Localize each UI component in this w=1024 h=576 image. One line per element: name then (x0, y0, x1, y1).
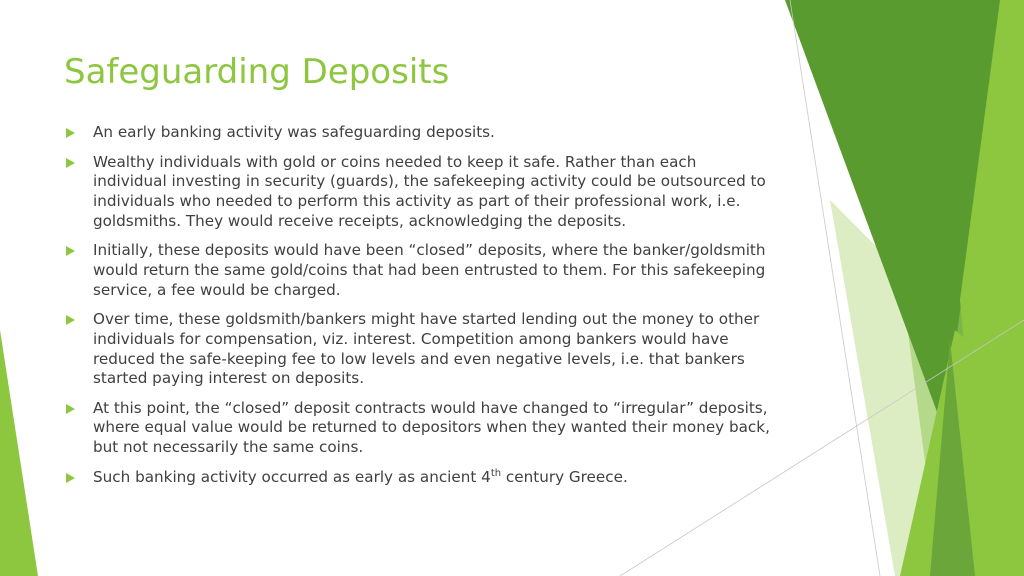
bullet-item (64, 153, 774, 231)
bullet-arrow-icon (66, 128, 75, 138)
bullet-list (64, 123, 774, 498)
bullet-item (64, 468, 774, 488)
bullet-arrow-icon (66, 404, 75, 414)
bullet-item (64, 310, 774, 388)
bullet-text: An early banking activity was safeguarding deposits. (93, 123, 495, 141)
bullet-item (64, 399, 774, 458)
bullet-text: At this point, the “closed” deposit contracts would have changed to “irregular” deposits, where equal value would be returned to depositors when they wanted their money back, but not necessarily the same coins. (93, 398, 770, 457)
bullet-arrow-icon (66, 158, 75, 168)
bullet-item (64, 123, 774, 143)
ordinal-suffix: th (490, 467, 502, 479)
bullet-arrow-icon (66, 246, 75, 256)
bullet-item (64, 241, 774, 300)
bullet-text-before: Such banking activity occurred as early as ancient 4 (93, 467, 491, 486)
bullet-text: Initially, these deposits would have been “closed” deposits, where the banker/goldsmith would return the same gold/coins that had been entrusted to them. For this safekeeping service, a fee would be charged. (93, 241, 766, 299)
bullet-arrow-icon (66, 315, 75, 325)
bullet-text: Wealthy individuals with gold or coins needed to keep it safe. Rather than each individual investing in security (guards), the safekeeping activity could be outsourced to individuals who needed to perform this activity as part of their professional work, i.e. goldsmiths. They would receive receipts, acknowledging the deposits. (93, 152, 766, 230)
bullet-text-after: century Greece. (501, 467, 628, 486)
bullet-arrow-icon (66, 473, 75, 483)
bullet-text: Over time, these goldsmith/bankers might have started lending out the money to other individuals for compensation, viz. interest. Competition among bankers would have reduced the safe-keeping fee to low levels and even negative levels, i.e. that bankers started paying interest on deposits. (93, 310, 760, 388)
left-edge-shape (0, 330, 38, 576)
slide-title: Safeguarding Deposits (64, 52, 450, 92)
